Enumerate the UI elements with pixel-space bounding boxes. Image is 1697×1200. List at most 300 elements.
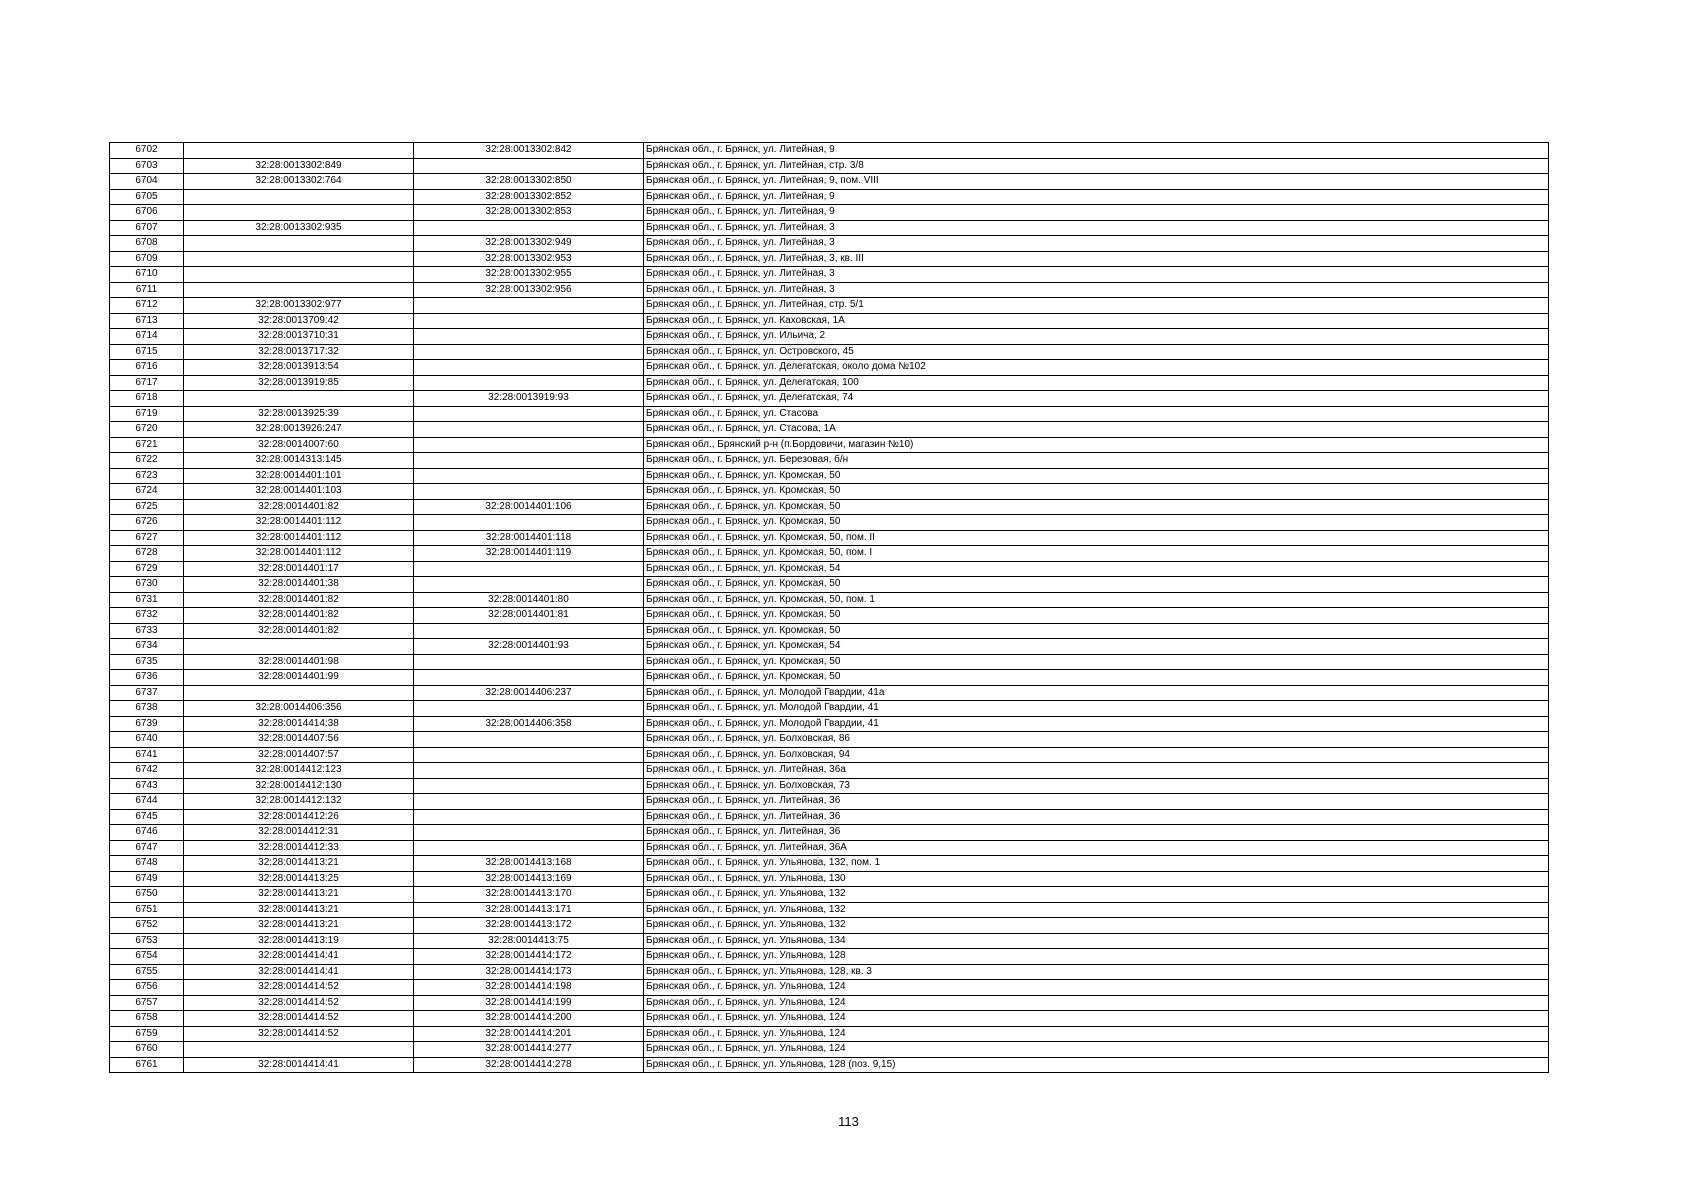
cadastral-number-cell xyxy=(184,189,414,205)
object-cadastral-number-cell xyxy=(414,158,644,174)
cadastral-number-cell: 32:28:0014412:31 xyxy=(184,825,414,841)
address-cell: Брянская обл., г. Брянск, ул. Каховская, 1А xyxy=(644,313,1549,329)
object-cadastral-number-cell: 32:28:0014406:237 xyxy=(414,685,644,701)
row-number-cell: 6757 xyxy=(110,995,184,1011)
object-cadastral-number-cell: 32:28:0014413:170 xyxy=(414,887,644,903)
row-number-cell: 6742 xyxy=(110,763,184,779)
address-cell: Брянская обл., г. Брянск, ул. Литейная, стр. 5/1 xyxy=(644,298,1549,314)
row-number-cell: 6707 xyxy=(110,220,184,236)
address-cell: Брянская обл., г. Брянск, ул. Литейная, 36а xyxy=(644,763,1549,779)
row-number-cell: 6741 xyxy=(110,747,184,763)
table-row xyxy=(110,189,1549,205)
address-cell: Брянская обл., г. Брянск, ул. Болховская, 94 xyxy=(644,747,1549,763)
object-cadastral-number-cell xyxy=(414,515,644,531)
cadastral-number-cell: 32:28:0014414:52 xyxy=(184,1026,414,1042)
cadastral-number-cell xyxy=(184,236,414,252)
registry-table-body xyxy=(110,143,1549,1073)
cadastral-number-cell: 32:28:0014401:98 xyxy=(184,654,414,670)
table-row xyxy=(110,654,1549,670)
object-cadastral-number-cell: 32:28:0013302:955 xyxy=(414,267,644,283)
cadastral-number-cell: 32:28:0014414:52 xyxy=(184,1011,414,1027)
row-number-cell: 6710 xyxy=(110,267,184,283)
object-cadastral-number-cell: 32:28:0014401:106 xyxy=(414,499,644,515)
object-cadastral-number-cell xyxy=(414,747,644,763)
row-number-cell: 6732 xyxy=(110,608,184,624)
row-number-cell: 6713 xyxy=(110,313,184,329)
cadastral-number-cell: 32:28:0014413:21 xyxy=(184,887,414,903)
address-cell: Брянская обл., г. Брянск, ул. Делегатская, 100 xyxy=(644,375,1549,391)
row-number-cell: 6744 xyxy=(110,794,184,810)
address-cell: Брянская обл., г. Брянск, ул. Кромская, 50 xyxy=(644,608,1549,624)
row-number-cell: 6737 xyxy=(110,685,184,701)
row-number-cell: 6754 xyxy=(110,949,184,965)
registry-table xyxy=(109,142,1549,1073)
row-number-cell: 6716 xyxy=(110,360,184,376)
row-number-cell: 6738 xyxy=(110,701,184,717)
address-cell: Брянская обл., г. Брянск, ул. Кромская, 50, пом. 1 xyxy=(644,592,1549,608)
table-row xyxy=(110,499,1549,515)
object-cadastral-number-cell: 32:28:0014401:93 xyxy=(414,639,644,655)
cadastral-number-cell xyxy=(184,685,414,701)
table-row xyxy=(110,902,1549,918)
table-row xyxy=(110,887,1549,903)
object-cadastral-number-cell xyxy=(414,375,644,391)
address-cell: Брянская обл., г. Брянск, ул. Литейная, 9 xyxy=(644,205,1549,221)
address-cell: Брянская обл., г. Брянск, ул. Стасова, 1А xyxy=(644,422,1549,438)
cadastral-number-cell xyxy=(184,251,414,267)
row-number-cell: 6715 xyxy=(110,344,184,360)
object-cadastral-number-cell: 32:28:0014414:198 xyxy=(414,980,644,996)
address-cell: Брянская обл., г. Брянск, ул. Ульянова, 128 (поз. 9,15) xyxy=(644,1057,1549,1073)
address-cell: Брянская обл., г. Брянск, ул. Литейная, 36 xyxy=(644,794,1549,810)
row-number-cell: 6719 xyxy=(110,406,184,422)
row-number-cell: 6736 xyxy=(110,670,184,686)
cadastral-number-cell: 32:28:0014413:25 xyxy=(184,871,414,887)
object-cadastral-number-cell xyxy=(414,329,644,345)
address-cell: Брянская обл., г. Брянск, ул. Ильича, 2 xyxy=(644,329,1549,345)
address-cell: Брянская обл., г. Брянск, ул. Литейная, 3 xyxy=(644,236,1549,252)
row-number-cell: 6746 xyxy=(110,825,184,841)
cadastral-number-cell: 32:28:0014414:38 xyxy=(184,716,414,732)
object-cadastral-number-cell xyxy=(414,406,644,422)
object-cadastral-number-cell xyxy=(414,437,644,453)
address-cell: Брянская обл., г. Брянск, ул. Ульянова, 132, пом. 1 xyxy=(644,856,1549,872)
table-row xyxy=(110,267,1549,283)
row-number-cell: 6722 xyxy=(110,453,184,469)
cadastral-number-cell xyxy=(184,391,414,407)
row-number-cell: 6751 xyxy=(110,902,184,918)
row-number-cell: 6749 xyxy=(110,871,184,887)
address-cell: Брянская обл., г. Брянск, ул. Литейная, 3 xyxy=(644,267,1549,283)
row-number-cell: 6755 xyxy=(110,964,184,980)
row-number-cell: 6740 xyxy=(110,732,184,748)
address-cell: Брянская обл., г. Брянск, ул. Ульянова, 128 xyxy=(644,949,1549,965)
object-cadastral-number-cell xyxy=(414,840,644,856)
address-cell: Брянская обл., г. Брянск, ул. Ульянова, 124 xyxy=(644,995,1549,1011)
cadastral-number-cell: 32:28:0014401:38 xyxy=(184,577,414,593)
object-cadastral-number-cell: 32:28:0014401:119 xyxy=(414,546,644,562)
object-cadastral-number-cell: 32:28:0014414:200 xyxy=(414,1011,644,1027)
cadastral-number-cell: 32:28:0014401:99 xyxy=(184,670,414,686)
table-row xyxy=(110,453,1549,469)
object-cadastral-number-cell xyxy=(414,623,644,639)
table-row xyxy=(110,484,1549,500)
table-row xyxy=(110,747,1549,763)
object-cadastral-number-cell: 32:28:0013302:853 xyxy=(414,205,644,221)
cadastral-number-cell: 32:28:0014401:82 xyxy=(184,608,414,624)
row-number-cell: 6725 xyxy=(110,499,184,515)
table-row xyxy=(110,639,1549,655)
object-cadastral-number-cell: 32:28:0013919:93 xyxy=(414,391,644,407)
object-cadastral-number-cell xyxy=(414,577,644,593)
cadastral-number-cell: 32:28:0014401:82 xyxy=(184,623,414,639)
table-row xyxy=(110,422,1549,438)
row-number-cell: 6752 xyxy=(110,918,184,934)
object-cadastral-number-cell: 32:28:0014413:171 xyxy=(414,902,644,918)
address-cell: Брянская обл., г. Брянск, ул. Молодой Гвардии, 41 xyxy=(644,701,1549,717)
page-number: 113 xyxy=(838,1114,859,1129)
table-row xyxy=(110,840,1549,856)
address-cell: Брянская обл., г. Брянск, ул. Ульянова, 134 xyxy=(644,933,1549,949)
row-number-cell: 6718 xyxy=(110,391,184,407)
row-number-cell: 6758 xyxy=(110,1011,184,1027)
address-cell: Брянская обл., г. Брянск, ул. Болховская, 86 xyxy=(644,732,1549,748)
object-cadastral-number-cell: 32:28:0013302:852 xyxy=(414,189,644,205)
cadastral-number-cell: 32:28:0014414:41 xyxy=(184,949,414,965)
address-cell: Брянская обл., г. Брянск, ул. Ульянова, 124 xyxy=(644,1026,1549,1042)
address-cell: Брянская обл., г. Брянск, ул. Ульянова, 132 xyxy=(644,918,1549,934)
table-row xyxy=(110,623,1549,639)
table-row xyxy=(110,732,1549,748)
table-row xyxy=(110,143,1549,159)
cadastral-number-cell: 32:28:0013919:85 xyxy=(184,375,414,391)
object-cadastral-number-cell: 32:28:0014413:168 xyxy=(414,856,644,872)
cadastral-number-cell: 32:28:0014401:112 xyxy=(184,546,414,562)
row-number-cell: 6712 xyxy=(110,298,184,314)
table-row xyxy=(110,778,1549,794)
table-row xyxy=(110,1042,1549,1058)
row-number-cell: 6759 xyxy=(110,1026,184,1042)
row-number-cell: 6721 xyxy=(110,437,184,453)
row-number-cell: 6731 xyxy=(110,592,184,608)
object-cadastral-number-cell xyxy=(414,298,644,314)
address-cell: Брянская обл., г. Брянск, ул. Молодой Гвардии, 41а xyxy=(644,685,1549,701)
address-cell: Брянская обл., г. Брянск, ул. Ульянова, 128, кв. 3 xyxy=(644,964,1549,980)
object-cadastral-number-cell: 32:28:0014413:75 xyxy=(414,933,644,949)
table-row xyxy=(110,515,1549,531)
table-row xyxy=(110,995,1549,1011)
row-number-cell: 6753 xyxy=(110,933,184,949)
table-row xyxy=(110,918,1549,934)
cadastral-number-cell: 32:28:0013925:39 xyxy=(184,406,414,422)
object-cadastral-number-cell: 32:28:0014413:169 xyxy=(414,871,644,887)
cadastral-number-cell: 32:28:0014401:101 xyxy=(184,468,414,484)
table-row xyxy=(110,360,1549,376)
table-row xyxy=(110,437,1549,453)
row-number-cell: 6739 xyxy=(110,716,184,732)
object-cadastral-number-cell xyxy=(414,778,644,794)
cadastral-number-cell: 32:28:0014401:82 xyxy=(184,592,414,608)
object-cadastral-number-cell xyxy=(414,732,644,748)
table-row xyxy=(110,670,1549,686)
row-number-cell: 6717 xyxy=(110,375,184,391)
object-cadastral-number-cell: 32:28:0014401:80 xyxy=(414,592,644,608)
row-number-cell: 6728 xyxy=(110,546,184,562)
cadastral-number-cell: 32:28:0013710:31 xyxy=(184,329,414,345)
table-row xyxy=(110,871,1549,887)
cadastral-number-cell: 32:28:0013709:42 xyxy=(184,313,414,329)
table-row xyxy=(110,375,1549,391)
object-cadastral-number-cell xyxy=(414,654,644,670)
table-row xyxy=(110,205,1549,221)
table-row xyxy=(110,608,1549,624)
address-cell: Брянская обл., г. Брянск, ул. Молодой Гвардии, 41 xyxy=(644,716,1549,732)
address-cell: Брянская обл., г. Брянск, ул. Кромская, 54 xyxy=(644,639,1549,655)
object-cadastral-number-cell xyxy=(414,670,644,686)
object-cadastral-number-cell xyxy=(414,468,644,484)
cadastral-number-cell: 32:28:0014412:132 xyxy=(184,794,414,810)
table-row xyxy=(110,1026,1549,1042)
address-cell: Брянская обл., г. Брянск, ул. Литейная, стр. 3/8 xyxy=(644,158,1549,174)
table-row xyxy=(110,158,1549,174)
row-number-cell: 6711 xyxy=(110,282,184,298)
address-cell: Брянская обл., г. Брянск, ул. Болховская, 73 xyxy=(644,778,1549,794)
cadastral-number-cell xyxy=(184,282,414,298)
row-number-cell: 6709 xyxy=(110,251,184,267)
cadastral-number-cell: 32:28:0014412:33 xyxy=(184,840,414,856)
address-cell: Брянская обл., Брянский р-н (п.Бордовичи, магазин №10) xyxy=(644,437,1549,453)
row-number-cell: 6748 xyxy=(110,856,184,872)
table-row xyxy=(110,592,1549,608)
cadastral-number-cell: 32:28:0013717:32 xyxy=(184,344,414,360)
cadastral-number-cell: 32:28:0014401:112 xyxy=(184,530,414,546)
address-cell: Брянская обл., г. Брянск, ул. Кромская, 50, пом. II xyxy=(644,530,1549,546)
row-number-cell: 6708 xyxy=(110,236,184,252)
table-row xyxy=(110,406,1549,422)
row-number-cell: 6760 xyxy=(110,1042,184,1058)
table-row xyxy=(110,809,1549,825)
address-cell: Брянская обл., г. Брянск, ул. Литейная, 9 xyxy=(644,143,1549,159)
cadastral-number-cell: 32:28:0014413:21 xyxy=(184,856,414,872)
table-row xyxy=(110,1011,1549,1027)
cadastral-number-cell: 32:28:0013302:849 xyxy=(184,158,414,174)
address-cell: Брянская обл., г. Брянск, ул. Ульянова, 132 xyxy=(644,902,1549,918)
table-row xyxy=(110,236,1549,252)
object-cadastral-number-cell: 32:28:0014406:358 xyxy=(414,716,644,732)
table-row xyxy=(110,546,1549,562)
object-cadastral-number-cell xyxy=(414,453,644,469)
cadastral-number-cell: 32:28:0013302:935 xyxy=(184,220,414,236)
cadastral-number-cell xyxy=(184,205,414,221)
object-cadastral-number-cell xyxy=(414,809,644,825)
cadastral-number-cell: 32:28:0014414:52 xyxy=(184,980,414,996)
cadastral-number-cell: 32:28:0014407:56 xyxy=(184,732,414,748)
cadastral-number-cell xyxy=(184,143,414,159)
object-cadastral-number-cell xyxy=(414,484,644,500)
object-cadastral-number-cell xyxy=(414,422,644,438)
address-cell: Брянская обл., г. Брянск, ул. Кромская, 54 xyxy=(644,561,1549,577)
table-row xyxy=(110,949,1549,965)
address-cell: Брянская обл., г. Брянск, ул. Кромская, 50 xyxy=(644,654,1549,670)
object-cadastral-number-cell xyxy=(414,360,644,376)
object-cadastral-number-cell xyxy=(414,794,644,810)
table-row xyxy=(110,964,1549,980)
object-cadastral-number-cell xyxy=(414,701,644,717)
address-cell: Брянская обл., г. Брянск, ул. Литейная, 3, кв. III xyxy=(644,251,1549,267)
object-cadastral-number-cell xyxy=(414,220,644,236)
row-number-cell: 6727 xyxy=(110,530,184,546)
row-number-cell: 6704 xyxy=(110,174,184,190)
row-number-cell: 6734 xyxy=(110,639,184,655)
row-number-cell: 6735 xyxy=(110,654,184,670)
row-number-cell: 6733 xyxy=(110,623,184,639)
row-number-cell: 6729 xyxy=(110,561,184,577)
table-row xyxy=(110,794,1549,810)
table-row xyxy=(110,298,1549,314)
address-cell: Брянская обл., г. Брянск, ул. Делегатская, около дома №102 xyxy=(644,360,1549,376)
object-cadastral-number-cell xyxy=(414,561,644,577)
address-cell: Брянская обл., г. Брянск, ул. Кромская, 50 xyxy=(644,623,1549,639)
table-row xyxy=(110,220,1549,236)
row-number-cell: 6703 xyxy=(110,158,184,174)
cadastral-number-cell: 32:28:0014412:26 xyxy=(184,809,414,825)
object-cadastral-number-cell: 32:28:0014401:81 xyxy=(414,608,644,624)
cadastral-number-cell xyxy=(184,267,414,283)
address-cell: Брянская обл., г. Брянск, ул. Островского, 45 xyxy=(644,344,1549,360)
row-number-cell: 6714 xyxy=(110,329,184,345)
cadastral-number-cell: 32:28:0014401:112 xyxy=(184,515,414,531)
address-cell: Брянская обл., г. Брянск, ул. Ульянова, 124 xyxy=(644,1042,1549,1058)
address-cell: Брянская обл., г. Брянск, ул. Ульянова, 124 xyxy=(644,980,1549,996)
object-cadastral-number-cell: 32:28:0013302:850 xyxy=(414,174,644,190)
cadastral-number-cell: 32:28:0014414:52 xyxy=(184,995,414,1011)
table-row xyxy=(110,251,1549,267)
object-cadastral-number-cell: 32:28:0014414:201 xyxy=(414,1026,644,1042)
object-cadastral-number-cell: 32:28:0014414:172 xyxy=(414,949,644,965)
address-cell: Брянская обл., г. Брянск, ул. Ульянова, 124 xyxy=(644,1011,1549,1027)
object-cadastral-number-cell xyxy=(414,313,644,329)
table-row xyxy=(110,701,1549,717)
cadastral-number-cell: 32:28:0013302:764 xyxy=(184,174,414,190)
object-cadastral-number-cell: 32:28:0013302:956 xyxy=(414,282,644,298)
address-cell: Брянская обл., г. Брянск, ул. Ульянова, 130 xyxy=(644,871,1549,887)
row-number-cell: 6756 xyxy=(110,980,184,996)
address-cell: Брянская обл., г. Брянск, ул. Кромская, 50 xyxy=(644,577,1549,593)
cadastral-number-cell: 32:28:0014407:57 xyxy=(184,747,414,763)
object-cadastral-number-cell: 32:28:0013302:842 xyxy=(414,143,644,159)
object-cadastral-number-cell xyxy=(414,763,644,779)
row-number-cell: 6706 xyxy=(110,205,184,221)
cadastral-number-cell: 32:28:0014414:41 xyxy=(184,964,414,980)
cadastral-number-cell: 32:28:0014413:21 xyxy=(184,902,414,918)
cadastral-number-cell: 32:28:0014313:145 xyxy=(184,453,414,469)
address-cell: Брянская обл., г. Брянск, ул. Кромская, 50, пом. I xyxy=(644,546,1549,562)
object-cadastral-number-cell: 32:28:0014401:118 xyxy=(414,530,644,546)
cadastral-number-cell: 32:28:0013913:54 xyxy=(184,360,414,376)
row-number-cell: 6761 xyxy=(110,1057,184,1073)
address-cell: Брянская обл., г. Брянск, ул. Литейная, 36 xyxy=(644,825,1549,841)
cadastral-number-cell: 32:28:0014413:19 xyxy=(184,933,414,949)
cadastral-number-cell xyxy=(184,639,414,655)
address-cell: Брянская обл., г. Брянск, ул. Делегатская, 74 xyxy=(644,391,1549,407)
table-row xyxy=(110,577,1549,593)
row-number-cell: 6745 xyxy=(110,809,184,825)
table-row xyxy=(110,825,1549,841)
cadastral-number-cell xyxy=(184,1042,414,1058)
row-number-cell: 6723 xyxy=(110,468,184,484)
row-number-cell: 6724 xyxy=(110,484,184,500)
row-number-cell: 6705 xyxy=(110,189,184,205)
table-row xyxy=(110,530,1549,546)
row-number-cell: 6730 xyxy=(110,577,184,593)
row-number-cell: 6743 xyxy=(110,778,184,794)
object-cadastral-number-cell: 32:28:0014414:199 xyxy=(414,995,644,1011)
cadastral-number-cell: 32:28:0014412:130 xyxy=(184,778,414,794)
address-cell: Брянская обл., г. Брянск, ул. Березовая, б/н xyxy=(644,453,1549,469)
object-cadastral-number-cell xyxy=(414,825,644,841)
table-row xyxy=(110,685,1549,701)
object-cadastral-number-cell: 32:28:0013302:949 xyxy=(414,236,644,252)
object-cadastral-number-cell: 32:28:0014414:173 xyxy=(414,964,644,980)
address-cell: Брянская обл., г. Брянск, ул. Литейная, 36А xyxy=(644,840,1549,856)
table-row xyxy=(110,716,1549,732)
address-cell: Брянская обл., г. Брянск, ул. Кромская, 50 xyxy=(644,515,1549,531)
row-number-cell: 6747 xyxy=(110,840,184,856)
address-cell: Брянская обл., г. Брянск, ул. Кромская, 50 xyxy=(644,468,1549,484)
table-row xyxy=(110,561,1549,577)
table-row xyxy=(110,468,1549,484)
cadastral-number-cell: 32:28:0014413:21 xyxy=(184,918,414,934)
table-row xyxy=(110,391,1549,407)
address-cell: Брянская обл., г. Брянск, ул. Кромская, 50 xyxy=(644,670,1549,686)
address-cell: Брянская обл., г. Брянск, ул. Литейная, 3 xyxy=(644,282,1549,298)
cadastral-number-cell: 32:28:0014412:123 xyxy=(184,763,414,779)
cadastral-number-cell: 32:28:0014401:103 xyxy=(184,484,414,500)
table-row xyxy=(110,1057,1549,1073)
cadastral-number-cell: 32:28:0013926:247 xyxy=(184,422,414,438)
row-number-cell: 6750 xyxy=(110,887,184,903)
table-row xyxy=(110,856,1549,872)
address-cell: Брянская обл., г. Брянск, ул. Литейная, 9, пом. VIII xyxy=(644,174,1549,190)
cadastral-number-cell: 32:28:0014007:60 xyxy=(184,437,414,453)
address-cell: Брянская обл., г. Брянск, ул. Кромская, 50 xyxy=(644,484,1549,500)
cadastral-number-cell: 32:28:0014414:41 xyxy=(184,1057,414,1073)
cadastral-number-cell: 32:28:0013302:977 xyxy=(184,298,414,314)
row-number-cell: 6726 xyxy=(110,515,184,531)
table-row xyxy=(110,174,1549,190)
object-cadastral-number-cell xyxy=(414,344,644,360)
row-number-cell: 6720 xyxy=(110,422,184,438)
cadastral-number-cell: 32:28:0014401:82 xyxy=(184,499,414,515)
address-cell: Брянская обл., г. Брянск, ул. Литейная, 3 xyxy=(644,220,1549,236)
address-cell: Брянская обл., г. Брянск, ул. Стасова xyxy=(644,406,1549,422)
table-row xyxy=(110,980,1549,996)
table-row xyxy=(110,344,1549,360)
object-cadastral-number-cell: 32:28:0014414:278 xyxy=(414,1057,644,1073)
address-cell: Брянская обл., г. Брянск, ул. Кромская, 50 xyxy=(644,499,1549,515)
table-row xyxy=(110,329,1549,345)
row-number-cell: 6702 xyxy=(110,143,184,159)
object-cadastral-number-cell: 32:28:0014413:172 xyxy=(414,918,644,934)
table-row xyxy=(110,313,1549,329)
cadastral-number-cell: 32:28:0014406:356 xyxy=(184,701,414,717)
object-cadastral-number-cell: 32:28:0014414:277 xyxy=(414,1042,644,1058)
object-cadastral-number-cell: 32:28:0013302:953 xyxy=(414,251,644,267)
address-cell: Брянская обл., г. Брянск, ул. Ульянова, 132 xyxy=(644,887,1549,903)
cadastral-number-cell: 32:28:0014401:17 xyxy=(184,561,414,577)
table-row xyxy=(110,282,1549,298)
address-cell: Брянская обл., г. Брянск, ул. Литейная, 36 xyxy=(644,809,1549,825)
